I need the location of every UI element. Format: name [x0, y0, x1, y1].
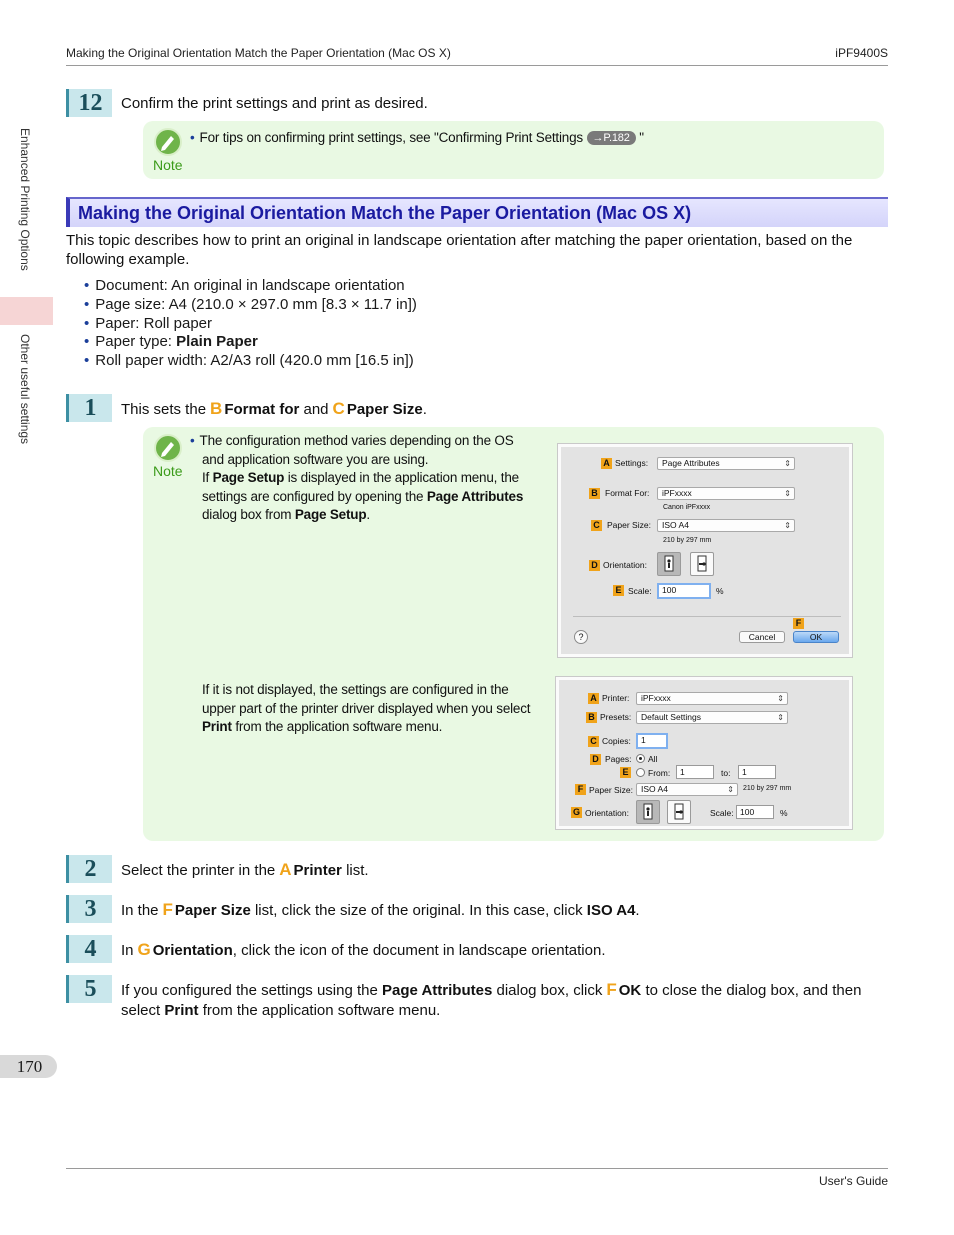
- callout-e: E: [613, 585, 624, 596]
- format-for-popup[interactable]: iPFxxxx ⇕: [657, 487, 795, 500]
- scale-label: Scale:: [710, 808, 734, 818]
- print-dialog: [556, 677, 852, 829]
- callout-b: B: [586, 712, 597, 723]
- callout-d: D: [590, 754, 601, 765]
- note-label: Note: [153, 463, 183, 479]
- presets-label: Presets:: [600, 712, 632, 722]
- page-attributes-dialog: [558, 444, 852, 657]
- step-number-12: 12: [66, 89, 112, 117]
- step-1-text: This sets the B Format for and C Paper Size.: [121, 399, 427, 418]
- callout-e: E: [620, 767, 631, 778]
- callout-c: C: [588, 736, 599, 747]
- copies-label: Copies:: [602, 736, 631, 746]
- from-label: From:: [648, 768, 671, 778]
- help-button[interactable]: ?: [574, 630, 588, 644]
- list-item: • Roll paper width: A2/A3 roll (420.0 mm [16.5 in]): [84, 352, 417, 371]
- note-box-step12: [143, 121, 884, 179]
- ok-button[interactable]: OK: [793, 631, 839, 643]
- pencil-icon: [154, 128, 182, 156]
- example-list: [84, 277, 417, 371]
- landscape-orientation-button[interactable]: [667, 800, 691, 824]
- section-intro: This topic describes how to print an original in landscape orientation after matching the paper orientation, based on the following example.: [66, 232, 853, 268]
- side-tab-other[interactable]: Other useful settings: [18, 334, 32, 445]
- side-tab-marker: [0, 297, 53, 325]
- header-divider: [66, 65, 888, 66]
- cancel-button[interactable]: Cancel: [739, 631, 785, 643]
- running-header-model: iPF9400S: [835, 46, 888, 60]
- pages-from-radio[interactable]: [636, 768, 645, 777]
- running-header-title: Making the Original Orientation Match the Paper Orientation (Mac OS X): [66, 46, 451, 60]
- step-4-text: In G Orientation, click the icon of the document in landscape orientation.: [121, 940, 606, 959]
- note-paragraph-2: If it is not displayed, the settings are configured in the upper part of the printer driver displayed when you select Print from the application software menu.: [202, 682, 531, 734]
- page-number: 170: [0, 1055, 57, 1078]
- scale-unit: %: [780, 808, 788, 818]
- printer-label: Printer:: [602, 693, 630, 703]
- callout-g: G: [572, 807, 580, 817]
- from-input[interactable]: 1: [676, 765, 714, 779]
- pages-all-label: All: [648, 754, 658, 764]
- pencil-icon: [154, 434, 182, 462]
- callout-c: C: [591, 520, 602, 531]
- step-number-1: 1: [66, 394, 112, 422]
- step-number-4: 4: [66, 935, 112, 963]
- settings-label: Settings:: [615, 458, 649, 468]
- dialog-divider: [573, 616, 841, 617]
- paper-size-sub: 210 by 297 mm: [663, 537, 712, 544]
- list-item: • Page size: A4 (210.0 × 297.0 mm [8.3 × 11.7 in]): [84, 296, 417, 315]
- step-2-text: Select the printer in the A Printer list.: [121, 860, 369, 879]
- list-item: • Paper: Roll paper: [84, 315, 417, 334]
- paper-size-popup[interactable]: ISO A4 ⇕: [657, 519, 795, 532]
- portrait-orientation-button[interactable]: [657, 552, 681, 576]
- step-12-text: Confirm the print settings and print as desired.: [121, 95, 428, 112]
- step-number-2: 2: [66, 855, 112, 883]
- paper-size-popup[interactable]: ISO A4 ⇕: [636, 783, 738, 796]
- section-title: Making the Original Orientation Match the Paper Orientation (Mac OS X): [66, 197, 888, 227]
- callout-f: F: [793, 618, 804, 629]
- footer-guide-name: User's Guide: [819, 1174, 888, 1188]
- list-item: • Document: An original in landscape orientation: [84, 277, 417, 296]
- orientation-label: Orientation:: [603, 560, 647, 570]
- note-paragraph-1: • The configuration method varies depending on the OS and application software you are using. If Page Setup is displayed in the application menu, the settings are configured by opening the Page Attributes dialog box from Page Setup.: [190, 433, 524, 522]
- format-for-sub: Canon iPFxxxx: [663, 504, 711, 511]
- pages-label: Pages:: [605, 754, 632, 764]
- scale-label: Scale:: [628, 586, 652, 596]
- callout-b: B: [589, 488, 600, 499]
- to-label: to:: [721, 768, 731, 778]
- printer-popup[interactable]: iPFxxxx ⇕: [636, 692, 788, 705]
- to-input[interactable]: 1: [738, 765, 776, 779]
- paper-size-label: Paper Size:: [607, 520, 651, 530]
- side-tab-enhanced[interactable]: Enhanced Printing Options: [18, 128, 32, 271]
- orientation-label: Orientation:: [585, 808, 629, 818]
- callout-a: A: [601, 458, 612, 469]
- format-for-label: Format For:: [605, 488, 650, 498]
- portrait-orientation-button[interactable]: [636, 800, 660, 824]
- scale-input[interactable]: 100: [736, 805, 774, 819]
- landscape-orientation-button[interactable]: [690, 552, 714, 576]
- step-5-text: If you configured the settings using the Page Attributes dialog box, click F OK to close the dialog box, and then select Print from the application software menu.: [121, 980, 862, 1019]
- step-3-text: In the F Paper Size list, click the size of the original. In this case, click ISO A4.: [121, 900, 640, 919]
- settings-popup[interactable]: Page Attributes ⇕: [657, 457, 795, 470]
- note-label: Note: [153, 157, 183, 173]
- presets-popup[interactable]: Default Settings ⇕: [636, 711, 788, 724]
- note-box-step1: [143, 427, 884, 841]
- copies-input[interactable]: 1: [636, 733, 668, 749]
- step-number-5: 5: [66, 975, 112, 1003]
- paper-size-label: Paper Size:: [589, 785, 633, 795]
- pages-all-radio[interactable]: [636, 754, 645, 763]
- page-reference-link[interactable]: →P.182: [587, 131, 636, 145]
- scale-unit: %: [716, 586, 724, 596]
- list-item: • Paper type: Plain Paper: [84, 333, 417, 352]
- footer-divider: [66, 1168, 888, 1169]
- scale-input[interactable]: 100: [657, 583, 711, 599]
- callout-d: D: [589, 560, 600, 571]
- callout-f: F: [575, 784, 586, 795]
- paper-size-sub: 210 by 297 mm: [743, 785, 792, 792]
- step-number-3: 3: [66, 895, 112, 923]
- note-text: • For tips on confirming print settings, see "Confirming Print Settings →P.182 ": [190, 130, 644, 145]
- callout-a: A: [588, 693, 599, 704]
